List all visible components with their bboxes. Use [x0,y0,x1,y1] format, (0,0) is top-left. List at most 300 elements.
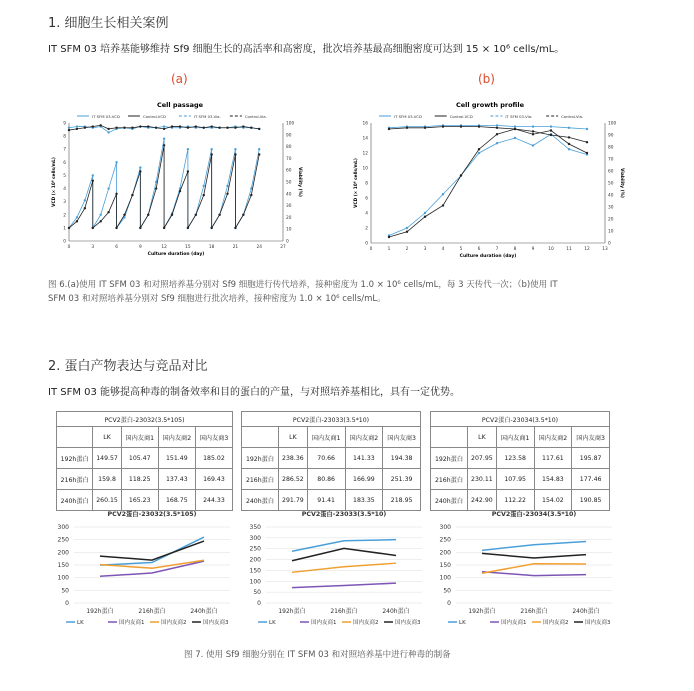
table-header-cell: LK [467,427,496,448]
data-point [115,161,117,163]
y-tick-label: 6 [63,160,66,166]
table-cell: 159.8 [93,469,121,490]
data-point [234,153,236,155]
data-point [218,214,220,216]
y2-axis-label: Viability (%) [619,168,624,198]
x-tick-label: 2 [405,247,409,252]
legend-label: 国内友商2 [353,620,379,626]
data-point [179,190,181,192]
data-point [424,216,426,218]
data-point [147,125,149,127]
table-header-cell: 国内友商3 [572,427,610,448]
table-cell: 216h蛋白 [431,469,468,490]
data-point [171,125,173,127]
data-point [478,148,480,150]
data-point [442,193,444,195]
data-point [514,137,516,139]
y-tick-label: 100 [249,578,261,586]
legend-label: 国内友商2 [161,620,187,626]
cell-passage-chart [52,95,305,265]
x-tick-label: 3 [91,245,95,250]
table-cell: 195.87 [572,448,610,469]
y-tick-label: 350 [249,524,261,531]
x-tick-label: 18 [208,245,215,250]
legend-label: 国内友商1 [311,620,337,626]
y-tick-label: 10 [362,166,368,172]
data-point [123,214,125,216]
data-point [92,174,94,176]
x-tick-label: 6 [115,245,118,250]
table-cell: 117.61 [534,448,572,469]
legend-label: LK [459,620,466,626]
table-cell: 286.52 [278,469,307,490]
table-cell: 177.46 [572,469,610,490]
y-axis-label: VCD (× 10⁶ cells/mL) [354,158,359,208]
data-point [92,179,94,181]
y-tick-label: 9 [63,121,66,127]
chart-title: PCV2蛋白-23034(3.5*10) [491,511,577,518]
table-header-row [431,427,610,448]
x-tick-label: 13 [602,247,608,252]
figure6-caption-line1: 图 6.(a)使用 IT SFM 03 和对照培养基分别对 Sf9 细胞进行传代培养，接种密度为 1.0 × 10⁶ cells/mL，每 3 天传代一次；（b)使用 IT [48,280,558,290]
y-tick-label: 14 [362,136,368,142]
y-tick-label: 200 [439,549,451,557]
table-cell: 123.58 [496,448,534,469]
table-cell: 183.35 [345,490,383,511]
data-point [532,130,534,132]
table-cell: 240h蛋白 [431,490,468,511]
data-point [115,127,117,129]
y-tick-label: 1 [63,226,66,232]
data-point [210,227,212,229]
table-header-cell [57,427,93,448]
data-point [242,125,244,127]
figure7-caption: 图 7. 使用 Sf9 细胞分别在 IT SFM 03 和对照培养基中进行种毒的制备 [184,650,451,660]
data-point [234,227,236,229]
table-cell: 190.85 [572,490,610,511]
series-line [482,553,586,558]
table-header-cell: 国内友商2 [534,427,572,448]
data-point [139,125,141,127]
data-point [424,212,426,214]
data-point [210,153,212,155]
y2-tick-label: 80 [286,145,292,151]
legend-label: Control-Via. [244,114,267,119]
y-tick-label: 2 [365,226,368,232]
table-cell: 168.75 [158,490,195,511]
chart-title: PCV2蛋白-23033(3.5*10) [301,511,387,518]
section1-text: IT SFM 03 培养基能够维持 Sf9 细胞生长的高活率和高密度，批次培养基最高细胞密度可达到 15 × 10⁶ cells/mL。 [48,44,565,55]
data-point [388,236,390,238]
y2-tick-label: 60 [286,168,292,174]
data-point [100,214,102,216]
data-point [550,129,552,131]
data-point [76,125,78,127]
x-tick-label: 1 [387,247,391,252]
y2-tick-label: 40 [286,192,292,198]
table-cell: 137.43 [158,469,195,490]
table-header-row [242,427,421,448]
data-point [496,142,498,144]
table-header-cell: 国内友商3 [383,427,421,448]
data-point [155,187,157,189]
y2-tick-label: 10 [608,229,614,235]
y-tick-label: 250 [249,545,261,553]
table-header-cell: 国内友商2 [158,427,195,448]
table-title: PCV2蛋白-23032(3.5*105) [57,412,233,427]
y2-tick-label: 0 [286,239,289,245]
table-cell: 230.11 [467,469,496,490]
data-point [115,193,117,195]
data-point [234,127,236,129]
table-cell: 151.49 [158,448,195,469]
data-point [203,185,205,187]
table-header-row [57,427,233,448]
data-point [100,220,102,222]
legend-label: 国内友商3 [585,620,611,626]
table-cell: 240h蛋白 [57,490,93,511]
y-tick-label: 300 [439,524,451,531]
table-row [57,469,233,490]
x-tick-label: 8 [513,247,517,252]
legend-label: Control-VCD [449,114,473,119]
y-tick-label: 0 [365,241,368,247]
data-point [514,128,516,130]
data-point [203,194,205,196]
table-cell: 112.22 [496,490,534,511]
data-point [258,128,260,130]
data-point [131,194,133,196]
figure6-caption [48,278,658,306]
table-row [242,448,421,469]
y-tick-label: 3 [63,200,66,206]
data-point [406,231,408,233]
series-line [100,537,204,565]
data-point [478,125,480,127]
section2-text: IT SFM 03 能够提高种毒的制备效率和目的蛋白的产量，与对照培养基相比，具有一定优势。 [48,387,461,398]
data-point [210,125,212,127]
legend-label: Control-VCD [142,114,166,119]
series-line [292,563,396,572]
data-point [139,227,141,229]
y2-tick-label: 90 [608,133,614,139]
data-point [406,227,408,229]
y-axis-label: VCD (× 10⁶ cells/mL) [52,157,57,207]
table-header-cell: LK [278,427,307,448]
data-point [218,127,220,129]
protein-table-23034 [430,411,610,511]
x-tick-label: 4 [441,247,445,252]
data-point [195,214,197,216]
table-cell: 207.95 [467,448,496,469]
x-tick-label: 192h蛋白 [468,608,496,615]
table-cell: 166.99 [345,469,383,490]
data-point [460,125,462,127]
data-point [234,148,236,150]
x-tick-label: 216h蛋白 [330,608,358,615]
data-point [226,193,228,195]
table-header-cell: 国内友商2 [345,427,383,448]
y-tick-label: 200 [249,556,261,564]
data-point [179,125,181,127]
y-tick-label: 250 [57,536,69,544]
x-tick-label: 12 [161,245,167,250]
y2-tick-label: 20 [608,217,614,223]
table-cell: 149.57 [93,448,121,469]
data-point [76,220,78,222]
data-point [163,128,165,130]
data-point [226,185,228,187]
table-cell: 70.66 [307,448,345,469]
table-cell: 165.23 [121,490,158,511]
table-cell: 216h蛋白 [57,469,93,490]
data-point [92,227,94,229]
table-cell: 118.25 [121,469,158,490]
table-cell: 260.15 [93,490,121,511]
data-point [532,133,534,135]
data-point [100,124,102,126]
data-point [210,148,212,150]
x-tick-label: 5 [459,247,463,252]
x-tick-label: 216h蛋白 [520,608,548,615]
table-cell: 91.41 [307,490,345,511]
data-point [163,227,165,229]
x-tick-label: 240h蛋白 [572,608,600,615]
table-cell: 192h蛋白 [242,448,279,469]
table-header-cell [431,427,468,448]
table-cell: 107.95 [496,469,534,490]
data-point [195,125,197,127]
table-row [57,448,233,469]
table-cell: 154.02 [534,490,572,511]
y2-tick-label: 50 [608,181,614,187]
y-tick-label: 0 [63,239,66,245]
y-tick-label: 6 [365,196,368,202]
data-point [550,125,552,127]
data-point [68,129,70,131]
cell-growth-chart [355,95,625,265]
y2-tick-label: 70 [286,156,292,162]
x-tick-label: 12 [584,247,590,252]
x-tick-label: 15 [185,245,191,250]
x-tick-label: 240h蛋白 [382,608,410,615]
section1-heading: 1. 细胞生长相关案例 [48,16,169,31]
table-title: PCV2蛋白-23033(3.5*10) [242,412,421,427]
y2-tick-label: 60 [608,169,614,175]
section2-heading: 2. 蛋白产物表达与竞品对比 [48,359,208,374]
table-cell: 105.47 [121,448,158,469]
y2-tick-label: 70 [608,157,614,163]
legend-label: IT SFM 03-Via. [193,114,221,119]
data-point [147,214,149,216]
series-line [69,145,259,228]
data-point [568,136,570,138]
data-point [171,214,173,216]
legend-label: IT SFM 03-VCD [394,114,422,119]
data-point [163,125,165,127]
series-line [389,129,587,237]
table-header-cell: 国内友商1 [496,427,534,448]
data-point [532,144,534,146]
legend-label: 国内友商1 [119,620,145,626]
table-row [431,469,610,490]
data-point [107,211,109,213]
table-row [242,469,421,490]
data-point [187,170,189,172]
y-tick-label: 250 [439,536,451,544]
y-tick-label: 300 [249,534,261,542]
y-tick-label: 0 [447,600,451,607]
x-tick-label: 0 [67,245,71,250]
protein-table-23033 [241,411,421,511]
data-point [84,207,86,209]
table-cell: 169.43 [195,469,232,490]
series-line [292,540,396,552]
y-tick-label: 5 [63,173,66,179]
y-tick-label: 100 [439,574,451,582]
table-header-cell [242,427,279,448]
data-point [250,127,252,129]
data-point [68,227,70,229]
table-cell: 240h蛋白 [242,490,279,511]
data-point [187,227,189,229]
y-tick-label: 4 [365,211,368,217]
table-cell: 192h蛋白 [57,448,93,469]
y2-tick-label: 30 [608,205,614,211]
data-point [442,204,444,206]
y2-tick-label: 100 [286,121,295,127]
table-header-cell: 国内友商1 [307,427,345,448]
data-point [478,152,480,154]
data-point [532,125,534,127]
legend-label: Control-Via. [561,114,584,119]
table-cell: 154.83 [534,469,572,490]
series-line [482,572,586,576]
y-tick-label: 300 [57,524,69,531]
x-axis-label: Culture duration (day) [147,252,205,257]
data-point [107,131,109,133]
y-tick-label: 2 [63,213,66,219]
legend-label: IT SFM 03-Via. [505,114,533,119]
data-point [496,133,498,135]
table-cell: 244.33 [195,490,232,511]
x-tick-label: 24 [256,245,262,250]
pcv2-23033-chart [240,505,430,635]
data-point [424,127,426,129]
x-tick-label: 192h蛋白 [86,608,114,615]
table-cell: 80.86 [307,469,345,490]
series-line [292,583,396,588]
panel-label-a: (a) [171,72,188,86]
table-cell: 194.38 [383,448,421,469]
x-tick-label: 9 [531,247,535,252]
x-tick-label: 9 [138,245,142,250]
data-point [242,214,244,216]
pcv2-23032-chart [48,505,238,635]
data-point [76,128,78,130]
x-tick-label: 192h蛋白 [278,608,306,615]
x-tick-label: 3 [423,247,427,252]
data-point [107,128,109,130]
y-tick-label: 4 [63,187,66,193]
y-tick-label: 150 [57,562,69,569]
chart-title: Cell passage [156,101,204,109]
protein-table-23032 [56,411,233,511]
series-line [389,134,587,235]
x-tick-label: 0 [369,247,373,252]
chart-title: PCV2蛋白-23032(3.5*105) [107,511,197,518]
legend-label: LK [77,620,84,626]
table-cell: 291.79 [278,490,307,511]
data-point [139,166,141,168]
data-point [76,216,78,218]
table-cell: 185.02 [195,448,232,469]
data-point [163,138,165,140]
y2-tick-label: 50 [286,180,292,186]
data-point [68,127,70,129]
table-header-cell: LK [93,427,121,448]
data-point [163,144,165,146]
x-tick-label: 7 [495,247,499,252]
x-tick-label: 6 [477,247,481,252]
data-point [203,127,205,129]
data-point [84,127,86,129]
data-point [586,141,588,143]
data-point [406,127,408,129]
y2-tick-label: 0 [608,241,611,247]
data-point [107,187,109,189]
y-tick-label: 150 [249,567,261,575]
data-point [442,125,444,127]
series-line [292,548,396,560]
data-point [568,143,570,145]
y-tick-label: 8 [365,181,368,187]
x-tick-label: 27 [280,245,286,250]
data-point [131,127,133,129]
y2-tick-label: 10 [286,227,292,233]
legend-label: LK [269,620,276,626]
x-tick-label: 11 [566,247,572,252]
data-point [568,127,570,129]
y2-tick-label: 30 [286,204,292,210]
data-point [187,127,189,129]
panel-label-b: (b) [478,72,495,86]
data-point [84,199,86,201]
data-point [496,127,498,129]
data-point [115,227,117,229]
table-cell: 242.90 [467,490,496,511]
data-point [187,148,189,150]
legend-label: 国内友商3 [395,620,421,626]
data-point [496,124,498,126]
table-cell: 141.33 [345,448,383,469]
x-tick-label: 21 [232,245,239,250]
y-tick-label: 100 [57,574,69,582]
y-tick-label: 200 [57,549,69,557]
data-point [123,127,125,129]
data-point [226,127,228,129]
legend-label: IT SFM 03-VCD [92,114,120,119]
table-title: PCV2蛋白-23034(3.5*10) [431,412,610,427]
y-tick-label: 8 [63,134,66,140]
table-header-cell: 国内友商1 [121,427,158,448]
data-point [550,134,552,136]
x-tick-label: 216h蛋白 [138,608,166,615]
table-header-cell: 国内友商3 [195,427,232,448]
chart-title: Cell growth profile [455,101,525,109]
data-point [139,170,141,172]
y-tick-label: 16 [362,121,368,127]
